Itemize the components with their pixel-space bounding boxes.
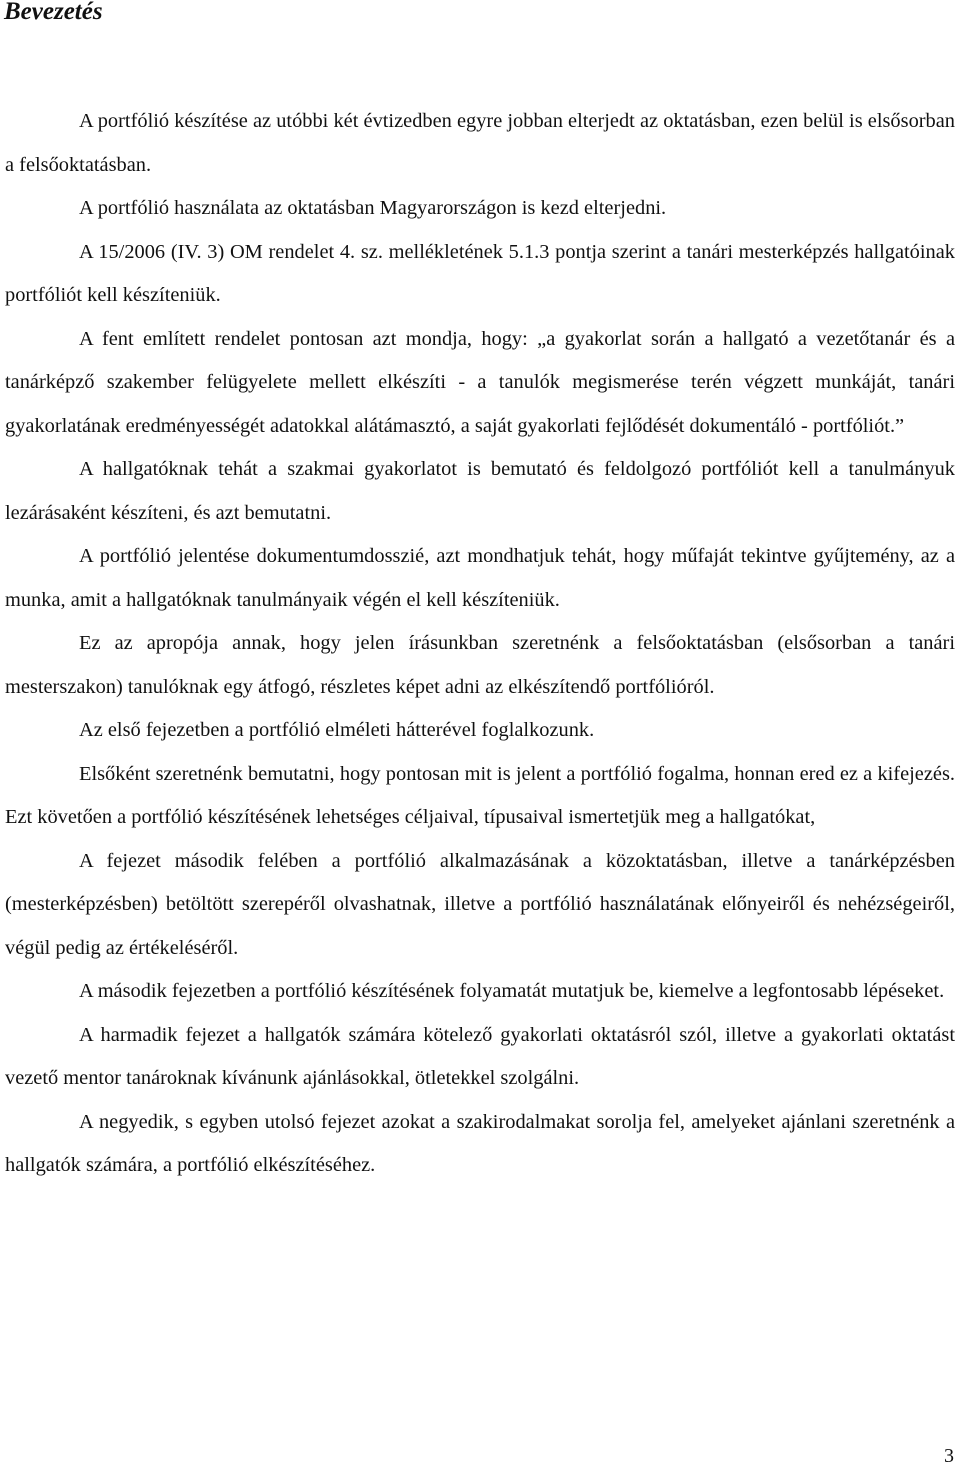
paragraph-13: A negyedik, s egyben utolsó fejezet azokat a szakirodalmakat sorolja fel, amelyeket ajánlani szeretnénk a hallgatók számára, a portfólió elkészítéséhez.	[5, 1110, 955, 1176]
paragraph-10: A fejezet második felében a portfólió alkalmazásának a közoktatásban, illetve a tanárképzésben (mesterképzésben) betöltött szerepéről olvashatnak, illetve a portfólió használatának előnyeiről és nehézségeiről, végül pedig az értékeléséről.	[5, 849, 955, 959]
body-text	[5, 100, 955, 1188]
paragraph-4: A fent említett rendelet pontosan azt mondja, hogy: „a gyakorlat során a hallgató a vezetőtanár és a tanárképző szakember felügyelete mellett elkészíti - a tanulók megismerése terén végzett munkáját, tanári gyakorlatának eredményességét adatokkal alátámasztó, a saját gyakorlati fejlődését dokumentáló - portfóliót.”	[5, 327, 955, 437]
paragraph-9: Elsőként szeretnénk bemutatni, hogy pontosan mit is jelent a portfólió fogalma, honnan ered ez a kifejezés. Ezt követően a portfólió készítésének lehetséges céljaival, típusaival ismertetjük meg a hallgatókat,	[5, 762, 955, 828]
page-title: Bevezetés	[4, 0, 103, 25]
paragraph-3: A 15/2006 (IV. 3) OM rendelet 4. sz. mellékletének 5.1.3 pontja szerint a tanári mesterképzés hallgatóinak portfóliót kell készíteniük.	[5, 240, 955, 306]
paragraph-2: A portfólió használata az oktatásban Magyarországon is kezd elterjedni.	[79, 197, 667, 219]
page-number: 3	[944, 1445, 954, 1467]
paragraph-5: A hallgatóknak tehát a szakmai gyakorlatot is bemutató és feldolgozó portfóliót kell a tanulmányuk lezárásaként készíteni, és azt bemutatni.	[5, 458, 955, 524]
paragraph-11: A második fejezetben a portfólió készítésének folyamatát mutatjuk be, kiemelve a legfontosabb lépéseket.	[79, 980, 945, 1002]
paragraph-6: A portfólió jelentése dokumentumdosszié, azt mondhatjuk tehát, hogy műfaját tekintve gyűjtemény, az a munka, amit a hallgatóknak tanulmányaik végén el kell készíteniük.	[5, 545, 955, 611]
paragraph-12: A harmadik fejezet a hallgatók számára kötelező gyakorlati oktatásról szól, illetve a gyakorlati oktatást vezető mentor tanároknak kívánunk ajánlásokkal, ötletekkel szolgálni.	[5, 1023, 955, 1089]
paragraph-7: Ez az apropója annak, hogy jelen írásunkban szeretnénk a felsőoktatásban (elsősorban a tanári mesterszakon) tanulóknak egy átfogó, részletes képet adni az elkészítendő portfólióról.	[5, 632, 955, 698]
paragraph-8: Az első fejezetben a portfólió elméleti hátterével foglalkozunk.	[79, 719, 595, 741]
paragraph-1: A portfólió készítése az utóbbi két évtizedben egyre jobban elterjedt az oktatásban, ezen belül is elsősorban a felsőoktatásban.	[5, 110, 955, 176]
